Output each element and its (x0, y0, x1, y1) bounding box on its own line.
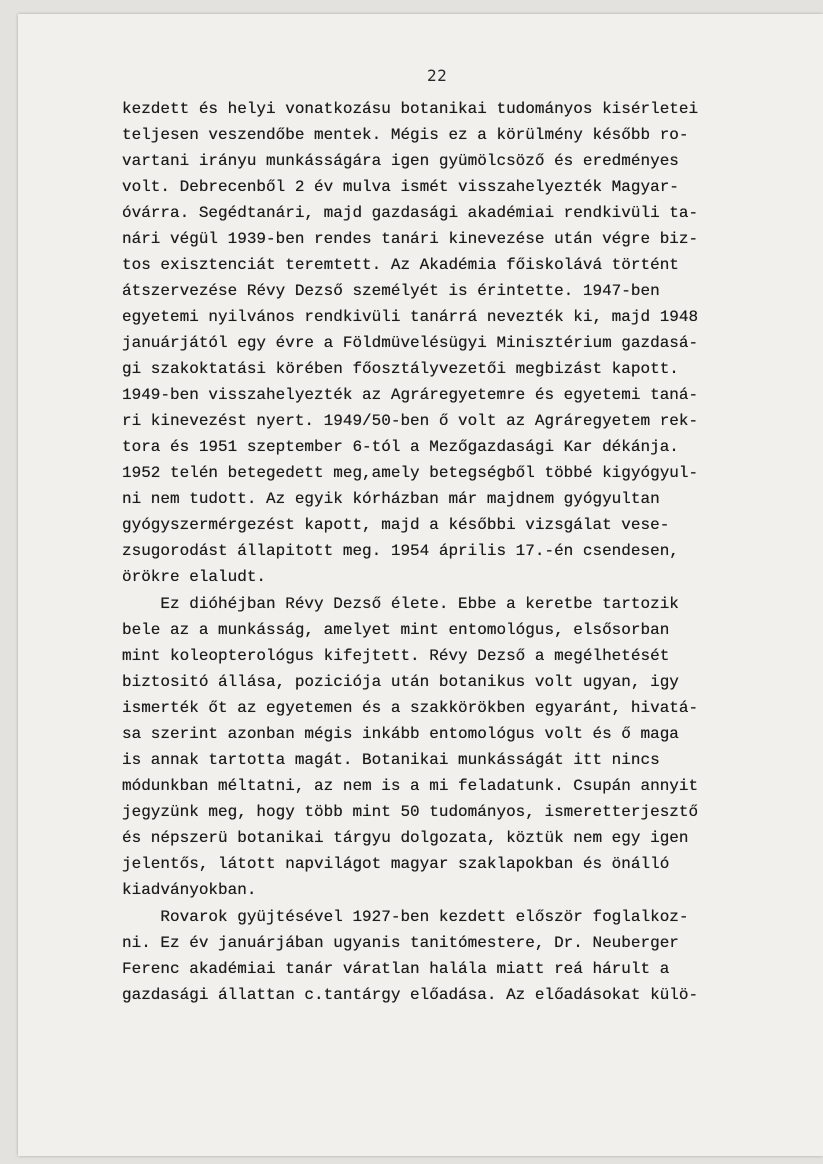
page-number: 22 (427, 66, 448, 85)
text-line: ri kinevezést nyert. 1949/50-ben ő volt az Agráregyetem rek- (122, 412, 699, 430)
text-line: Ferenc akadémiai tanár váratlan halála miatt reá hárult a (122, 960, 670, 978)
text-line: jelentős, látott napvilágot magyar szaklapokban és önálló (122, 855, 670, 873)
text-line: kezdett és helyi vonatkozásu botanikai tudományos kisérletei (122, 100, 699, 118)
text-line: volt. Debrecenből 2 év mulva ismét visszahelyezték Magyar- (122, 178, 679, 196)
text-line: biztositó állása, poziciója után botanikus volt ugyan, igy (122, 673, 679, 691)
text-line: tora és 1951 szeptember 6-tól a Mezőgazdasági Kar dékánja. (122, 438, 679, 456)
text-line: nári végül 1939-ben rendes tanári kinevezése után végre biz- (122, 230, 699, 248)
text-line: gazdasági állattan c.tantárgy előadása. Az előadásokat külö- (122, 986, 699, 1004)
text-line: 1949-ben visszahelyezték az Agráregyetemre és egyetemi taná- (122, 386, 699, 404)
text-line: januárjától egy évre a Földmüvelésügyi Minisztérium gazdasá- (122, 334, 699, 352)
text-line: Rovarok gyüjtésével 1927-ben kezdett először foglalkoz- (122, 908, 689, 926)
text-line: módunkban méltatni, az nem is a mi feladatunk. Csupán annyit (122, 777, 699, 795)
text-line: vartani irányu munkásságára igen gyümölcsöző és eredményes (122, 152, 679, 170)
text-line: zsugorodást állapitott meg. 1954 április 17.-én csendesen, (122, 542, 679, 560)
text-line: ni nem tudott. Az egyik kórházban már majdnem gyógyultan (122, 490, 660, 508)
text-line: ni. Ez év januárjában ugyanis tanitómestere, Dr. Neuberger (122, 934, 679, 952)
text-line: egyetemi nyilvános rendkivüli tanárrá nevezték ki, majd 1948 (122, 308, 699, 326)
text-line: ismerték őt az egyetemen és a szakkörökben egyaránt, hivatá- (122, 699, 699, 717)
text-line: sa szerint azonban mégis inkább entomológus volt és ő maga (122, 725, 679, 743)
text-line: tos exisztenciát teremtett. Az Akadémia főiskolává történt (122, 256, 679, 274)
text-line: Ez dióhéjban Révy Dezső élete. Ebbe a keretbe tartozik (122, 595, 679, 613)
text-line: teljesen veszendőbe mentek. Mégis ez a körülmény később ro- (122, 126, 689, 144)
text-line: kiadványokban. (122, 881, 257, 899)
text-line: óvárra. Segédtanári, majd gazdasági akadémiai rendkivüli ta- (122, 204, 699, 222)
text-line: bele az a munkásság, amelyet mint entomológus, elsősorban (122, 621, 670, 639)
text-line: jegyzünk meg, hogy több mint 50 tudományos, ismeretterjesztő (122, 803, 699, 821)
text-line: gi szakoktatási körében főosztályvezetői megbizást kapott. (122, 360, 679, 378)
text-line: örökre elaludt. (122, 568, 267, 586)
text-line: mint koleopterológus kifejtett. Révy Dezső a megélhetését (122, 647, 670, 665)
text-line: és népszerü botanikai tárgyu dolgozata, köztük nem egy igen (122, 829, 689, 847)
text-line: gyógyszermérgezést kapott, majd a későbbi vizsgálat vese- (122, 516, 670, 534)
text-line: átszervezése Révy Dezső személyét is érintette. 1947-ben (122, 282, 660, 300)
text-line: is annak tartotta magát. Botanikai munkásságát itt nincs (122, 751, 660, 769)
text-line: 1952 telén betegedett meg,amely betegségből többé kigyógyul- (122, 464, 699, 482)
